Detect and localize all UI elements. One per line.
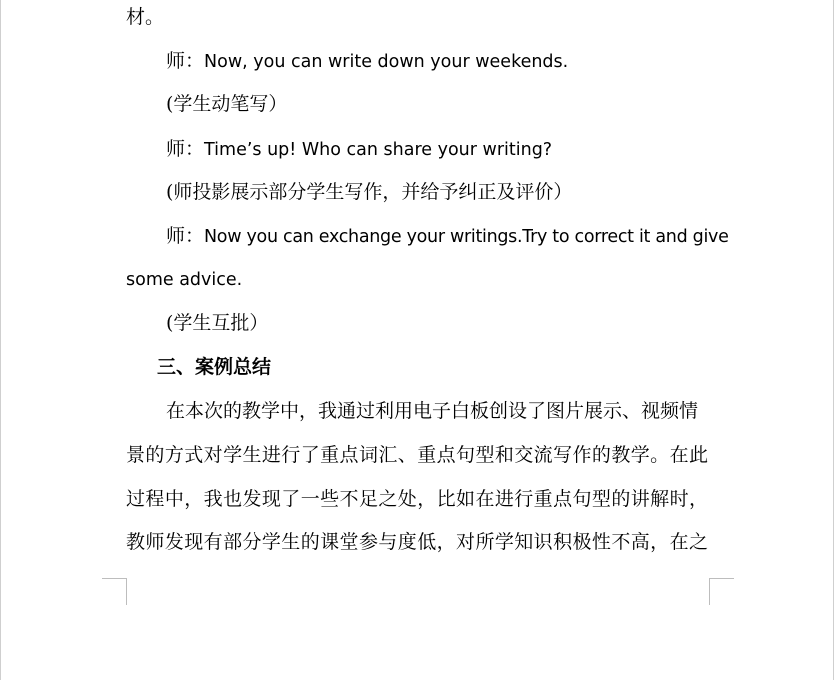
stage-direction-line	[166, 92, 287, 116]
line-text: some advice.	[126, 270, 243, 290]
text-line	[126, 267, 242, 292]
speaker-label: 师：	[166, 138, 205, 160]
line-text: 教师发现有部分学生的课堂参与度低，对所学知识积极性不高，在之	[126, 531, 708, 553]
dialogue-line	[166, 224, 729, 249]
speaker-label: 师：	[166, 225, 205, 247]
summary-line	[126, 530, 708, 554]
text-line	[126, 5, 164, 29]
line-text: 在本次的教学中，我通过利用电子白板创设了图片展示、视频情	[166, 400, 699, 422]
line-text: Now you can exchange your writings.Try to correct it and give	[204, 227, 729, 247]
line-text: 材。	[126, 6, 165, 28]
summary-line	[126, 487, 708, 511]
stage-direction-line	[166, 311, 268, 335]
page-right-edge	[833, 0, 834, 680]
dialogue-line	[166, 49, 568, 74]
line-text: (学生动笔写）	[166, 93, 288, 115]
line-text: 景的方式对学生进行了重点词汇、重点句型和交流写作的教学。在此	[126, 444, 708, 466]
summary-line	[126, 443, 708, 467]
line-text: Now, you can write down your weekends.	[204, 52, 569, 72]
line-text: (师投影展示部分学生写作，并给予纠正及评价）	[166, 181, 573, 203]
speaker-label: 师：	[166, 50, 205, 72]
line-text: (学生互批）	[166, 312, 269, 334]
crop-mark-right	[709, 578, 734, 605]
line-text: Time’s up! Who can share your writing?	[204, 140, 553, 160]
dialogue-line	[166, 137, 552, 162]
section-heading-text: 三、案例总结	[157, 356, 272, 378]
stage-direction-line	[166, 180, 572, 204]
line-text: 过程中，我也发现了一些不足之处，比如在进行重点句型的讲解时，	[126, 488, 708, 510]
crop-mark-left	[102, 578, 127, 605]
page-left-edge	[0, 0, 1, 680]
section-heading	[157, 355, 271, 379]
summary-line	[166, 399, 698, 423]
